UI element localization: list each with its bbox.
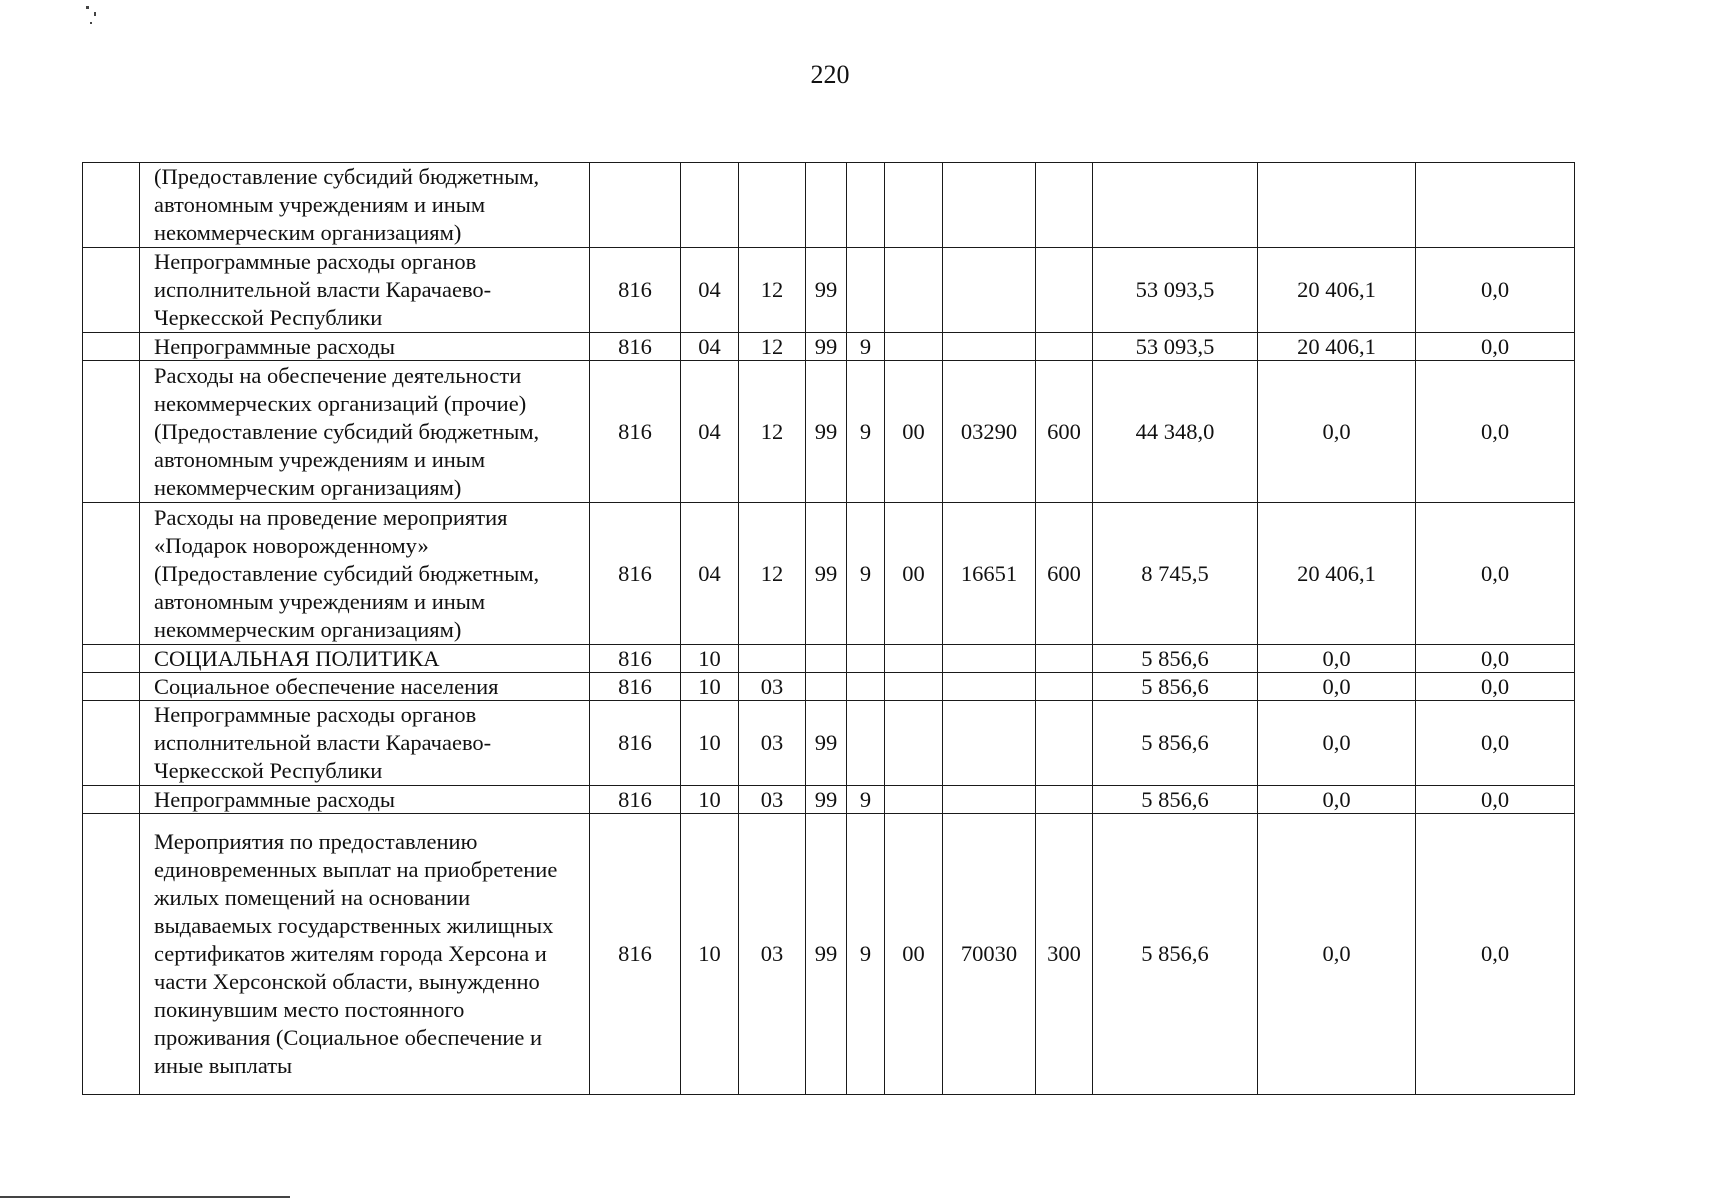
- code-cell: [1036, 163, 1093, 248]
- code-cell: 816: [590, 701, 681, 786]
- table-row: [83, 333, 1575, 361]
- code-cell: 00: [885, 361, 943, 503]
- code-cell: [847, 701, 885, 786]
- code-cell: 16651: [943, 503, 1036, 645]
- code-cell: [885, 163, 943, 248]
- table-row: [83, 673, 1575, 701]
- row-number-cell: [83, 163, 140, 248]
- row-number-cell: [83, 814, 140, 1095]
- amount-cell: 20 406,1: [1258, 248, 1416, 333]
- code-cell: [847, 248, 885, 333]
- row-name-cell: СОЦИАЛЬНАЯ ПОЛИТИКА: [140, 645, 590, 673]
- code-cell: 9: [847, 814, 885, 1095]
- amount-cell: [1093, 163, 1258, 248]
- amount-cell: 0,0: [1258, 645, 1416, 673]
- code-cell: 04: [681, 503, 739, 645]
- code-cell: 03: [739, 701, 806, 786]
- code-cell: [847, 673, 885, 701]
- code-cell: 04: [681, 333, 739, 361]
- code-cell: [806, 645, 847, 673]
- amount-cell: 53 093,5: [1093, 333, 1258, 361]
- code-cell: [1036, 333, 1093, 361]
- code-cell: 00: [885, 503, 943, 645]
- code-cell: 03: [739, 814, 806, 1095]
- code-cell: [943, 645, 1036, 673]
- table-row: [83, 163, 1575, 248]
- row-number-cell: [83, 786, 140, 814]
- code-cell: 03: [739, 786, 806, 814]
- amount-cell: 0,0: [1258, 786, 1416, 814]
- amount-cell: [1416, 163, 1575, 248]
- row-number-cell: [83, 701, 140, 786]
- row-number-cell: [83, 645, 140, 673]
- amount-cell: [1258, 163, 1416, 248]
- code-cell: 10: [681, 814, 739, 1095]
- code-cell: 10: [681, 786, 739, 814]
- code-cell: [806, 673, 847, 701]
- amount-cell: 5 856,6: [1093, 673, 1258, 701]
- code-cell: 10: [681, 645, 739, 673]
- code-cell: 816: [590, 673, 681, 701]
- code-cell: 99: [806, 786, 847, 814]
- code-cell: 12: [739, 333, 806, 361]
- table-row: [83, 503, 1575, 645]
- code-cell: 816: [590, 786, 681, 814]
- code-cell: [943, 673, 1036, 701]
- code-cell: 03: [739, 673, 806, 701]
- code-cell: [1036, 786, 1093, 814]
- scan-speck: [94, 12, 96, 16]
- code-cell: 00: [885, 814, 943, 1095]
- amount-cell: 0,0: [1416, 645, 1575, 673]
- row-name-cell: Непрограммные расходы: [140, 333, 590, 361]
- amount-cell: 0,0: [1416, 333, 1575, 361]
- code-cell: 99: [806, 701, 847, 786]
- code-cell: 600: [1036, 503, 1093, 645]
- code-cell: [943, 333, 1036, 361]
- code-cell: 04: [681, 361, 739, 503]
- code-cell: [1036, 645, 1093, 673]
- code-cell: 99: [806, 361, 847, 503]
- amount-cell: 0,0: [1258, 673, 1416, 701]
- code-cell: 9: [847, 333, 885, 361]
- table-row: [83, 248, 1575, 333]
- code-cell: [885, 701, 943, 786]
- row-number-cell: [83, 673, 140, 701]
- code-cell: [885, 673, 943, 701]
- code-cell: 99: [806, 503, 847, 645]
- code-cell: 9: [847, 786, 885, 814]
- code-cell: 10: [681, 701, 739, 786]
- amount-cell: 8 745,5: [1093, 503, 1258, 645]
- amount-cell: 0,0: [1416, 701, 1575, 786]
- budget-table: [82, 162, 1575, 1095]
- amount-cell: 5 856,6: [1093, 701, 1258, 786]
- page-number: 220: [810, 60, 850, 89]
- code-cell: 816: [590, 248, 681, 333]
- code-cell: 04: [681, 248, 739, 333]
- code-cell: [590, 163, 681, 248]
- code-cell: 9: [847, 361, 885, 503]
- amount-cell: 0,0: [1416, 361, 1575, 503]
- code-cell: [1036, 248, 1093, 333]
- amount-cell: 53 093,5: [1093, 248, 1258, 333]
- table-row: [83, 645, 1575, 673]
- amount-cell: 20 406,1: [1258, 503, 1416, 645]
- amount-cell: 0,0: [1416, 503, 1575, 645]
- amount-cell: 0,0: [1416, 786, 1575, 814]
- amount-cell: 5 856,6: [1093, 786, 1258, 814]
- code-cell: [885, 248, 943, 333]
- amount-cell: 5 856,6: [1093, 814, 1258, 1095]
- scan-speck: [90, 22, 92, 24]
- code-cell: [885, 786, 943, 814]
- row-name-cell: Непрограммные расходы: [140, 786, 590, 814]
- row-name-cell: Непрограммные расходы органов исполнительной власти Карачаево-Черкесской Республики: [140, 701, 590, 786]
- code-cell: 12: [739, 503, 806, 645]
- code-cell: [885, 645, 943, 673]
- code-cell: [739, 645, 806, 673]
- code-cell: [885, 333, 943, 361]
- amount-cell: 0,0: [1416, 814, 1575, 1095]
- table-row: [83, 814, 1575, 1095]
- code-cell: 12: [739, 361, 806, 503]
- table-row: [83, 786, 1575, 814]
- row-name-cell: Расходы на обеспечение деятельности некоммерческих организаций (прочие) (Предоставление субсидий бюджетным, автономным учреждениям и иным некоммерческим организациям): [140, 361, 590, 503]
- code-cell: [943, 248, 1036, 333]
- table-row: [83, 701, 1575, 786]
- scan-edge-line: [0, 1196, 290, 1198]
- code-cell: 70030: [943, 814, 1036, 1095]
- code-cell: [943, 163, 1036, 248]
- code-cell: 816: [590, 645, 681, 673]
- amount-cell: 5 856,6: [1093, 645, 1258, 673]
- code-cell: 600: [1036, 361, 1093, 503]
- code-cell: [681, 163, 739, 248]
- code-cell: [739, 163, 806, 248]
- code-cell: 12: [739, 248, 806, 333]
- code-cell: 816: [590, 503, 681, 645]
- code-cell: [1036, 701, 1093, 786]
- row-number-cell: [83, 248, 140, 333]
- amount-cell: 0,0: [1416, 673, 1575, 701]
- code-cell: 816: [590, 333, 681, 361]
- code-cell: [806, 163, 847, 248]
- amount-cell: 0,0: [1258, 361, 1416, 503]
- code-cell: 300: [1036, 814, 1093, 1095]
- amount-cell: 0,0: [1258, 814, 1416, 1095]
- code-cell: [1036, 673, 1093, 701]
- row-name-cell: Расходы на проведение мероприятия «Подарок новорожденному» (Предоставление субсидий бюджетным, автономным учреждениям и иным некоммерческим организациям): [140, 503, 590, 645]
- code-cell: 10: [681, 673, 739, 701]
- row-number-cell: [83, 333, 140, 361]
- amount-cell: 0,0: [1416, 248, 1575, 333]
- code-cell: [943, 786, 1036, 814]
- code-cell: 99: [806, 814, 847, 1095]
- code-cell: [943, 701, 1036, 786]
- code-cell: [847, 163, 885, 248]
- row-number-cell: [83, 503, 140, 645]
- table-row: [83, 361, 1575, 503]
- row-number-cell: [83, 361, 140, 503]
- row-name-cell: Мероприятия по предоставлению единовременных выплат на приобретение жилых помещений на основании выдаваемых государственных жилищных сертификатов жителям города Херсона и части Херсонской области, вынужденно покинувшим место постоянного проживания (Социальное обеспечение и иные выплаты: [140, 814, 590, 1095]
- row-name-cell: Социальное обеспечение населения: [140, 673, 590, 701]
- code-cell: 99: [806, 333, 847, 361]
- amount-cell: 20 406,1: [1258, 333, 1416, 361]
- code-cell: [847, 645, 885, 673]
- code-cell: 99: [806, 248, 847, 333]
- row-name-cell: (Предоставление субсидий бюджетным, автономным учреждениям и иным некоммерческим организациям): [140, 163, 590, 248]
- amount-cell: 0,0: [1258, 701, 1416, 786]
- scan-speck: [86, 6, 89, 9]
- code-cell: 03290: [943, 361, 1036, 503]
- code-cell: 816: [590, 361, 681, 503]
- code-cell: 9: [847, 503, 885, 645]
- amount-cell: 44 348,0: [1093, 361, 1258, 503]
- code-cell: 816: [590, 814, 681, 1095]
- row-name-cell: Непрограммные расходы органов исполнительной власти Карачаево-Черкесской Республики: [140, 248, 590, 333]
